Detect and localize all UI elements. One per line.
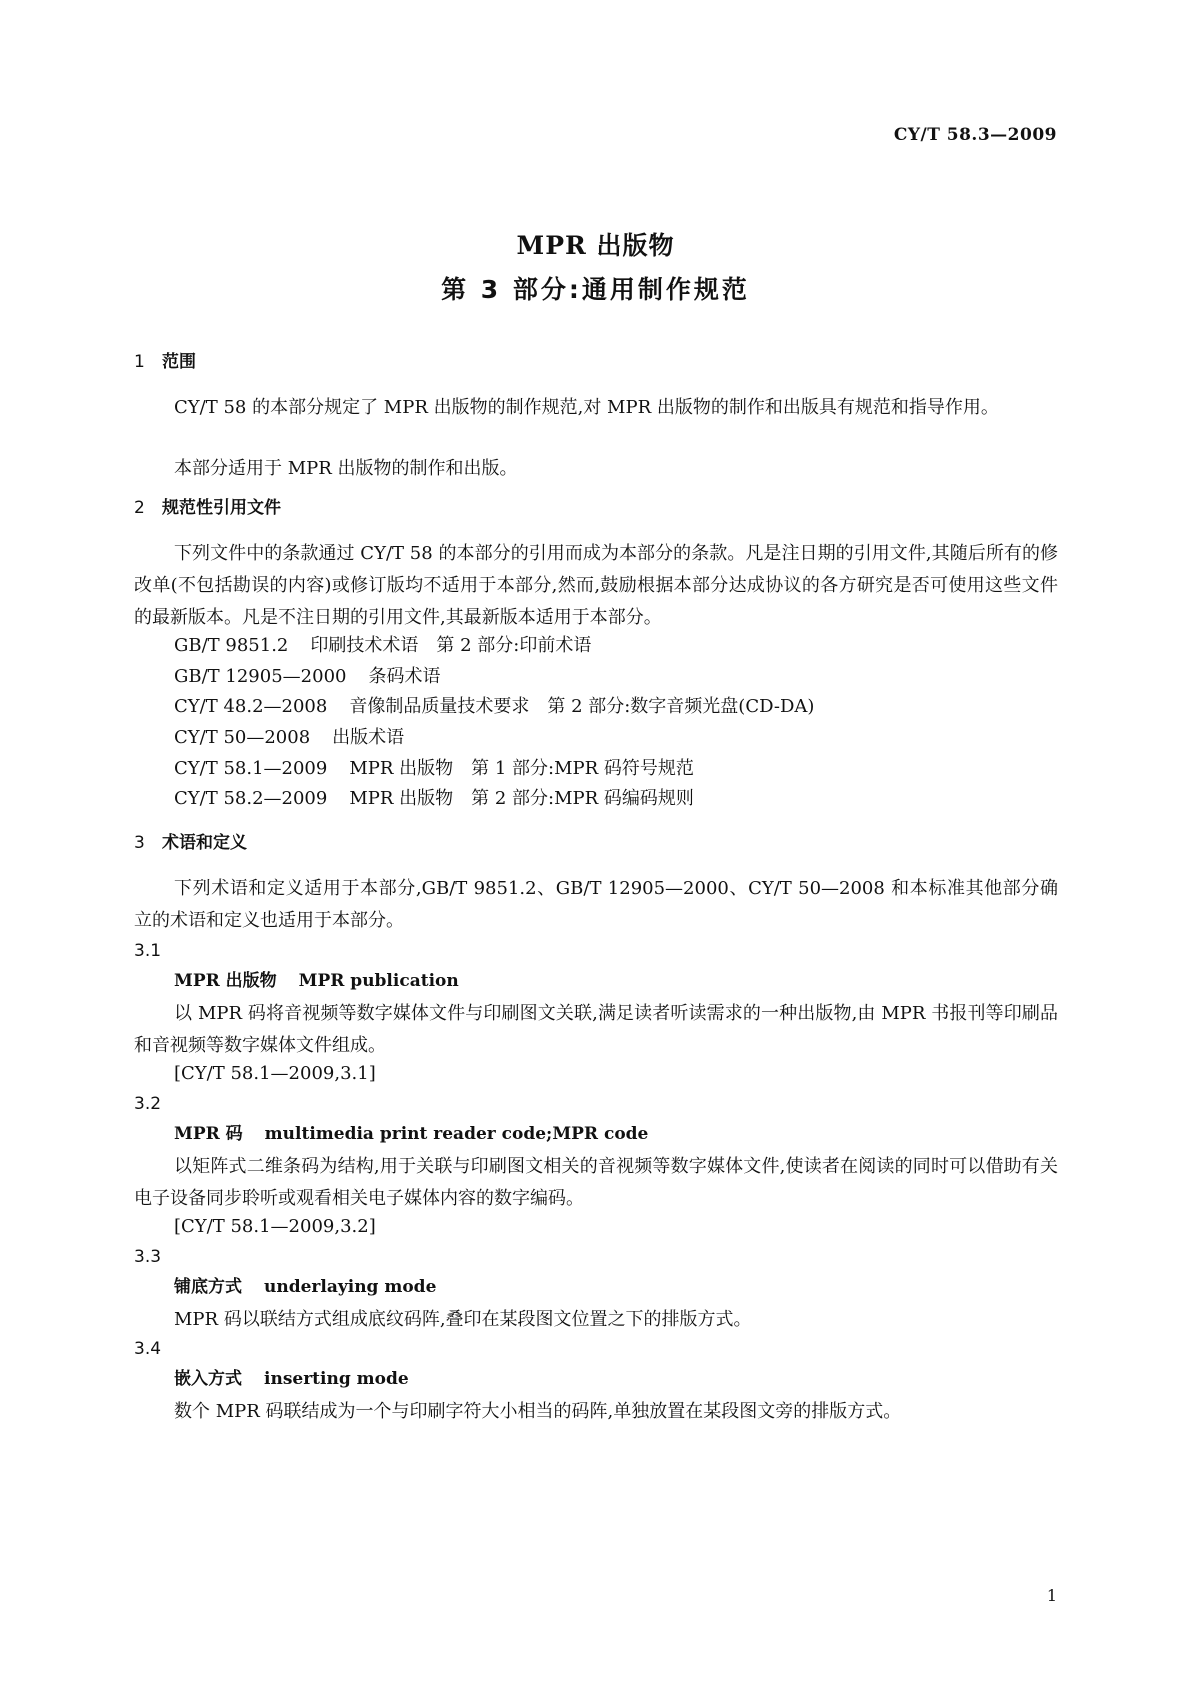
- section-number: 2: [134, 498, 145, 518]
- term-entry: [174, 1371, 409, 1388]
- references-intro-paragraph: 下列文件中的条款通过 CY/T 58 的本部分的引用而成为本部分的条款。凡是注日期的引用文件,其随后所有的修改单(不包括勘误的内容)或修订版均不适用于本部分,然而,鼓励根据本部分达成协议的各方研究是否可使用这些文件的最新版本。凡是不注日期的引用文件,其最新版本适用于本部分。: [134, 543, 1058, 628]
- terms-intro-paragraph: 下列术语和定义适用于本部分,GB/T 9851.2、GB/T 12905—2000、CY/T 50—2008 和本标准其他部分确立的术语和定义也适用于本部分。: [134, 878, 1058, 931]
- term-chinese: 铺底方式: [174, 1277, 242, 1297]
- term-english: underlaying mode: [264, 1277, 437, 1297]
- reference-code: CY/T 48.2—2008: [174, 696, 328, 717]
- reference-title: 音像制品质量技术要求 第 2 部分:数字音频光盘(CD-DA): [349, 696, 815, 717]
- scope-paragraph-1: CY/T 58 的本部分规定了 MPR 出版物的制作规范,对 MPR 出版物的制作和出版具有规范和指导作用。: [174, 397, 999, 418]
- section-heading-terms: [134, 835, 247, 852]
- reference-title: MPR 出版物 第 1 部分:MPR 码符号规范: [349, 758, 694, 779]
- section-title: 范围: [162, 352, 196, 372]
- term-definition: 以 MPR 码将音视频等数字媒体文件与印刷图文关联,满足读者听读需求的一种出版物,由 MPR 书报刊等印刷品和音视频等数字媒体文件组成。: [134, 1003, 1058, 1056]
- term-english: multimedia print reader code;MPR code: [264, 1124, 649, 1144]
- reference-item: [174, 760, 694, 778]
- section-heading-scope: [134, 354, 196, 371]
- reference-code: CY/T 58.1—2009: [174, 758, 328, 779]
- term-entry: [174, 1126, 648, 1143]
- scope-paragraph-2: 本部分适用于 MPR 出版物的制作和出版。: [174, 458, 518, 479]
- section-heading-normative-references: [134, 500, 281, 517]
- term-chinese: MPR 出版物: [174, 971, 277, 991]
- reference-item: [174, 698, 814, 716]
- reference-item: [174, 729, 404, 747]
- term-definition: MPR 码以联结方式组成底纹码阵,叠印在某段图文位置之下的排版方式。: [174, 1309, 752, 1330]
- section-number: 1: [134, 352, 145, 372]
- reference-code: GB/T 12905—2000: [174, 666, 347, 687]
- reference-title: MPR 出版物 第 2 部分:MPR 码编码规则: [349, 788, 694, 809]
- clause-number: 3.3: [134, 1247, 162, 1267]
- reference-item: [174, 637, 591, 655]
- document-title: MPR 出版物: [516, 231, 675, 260]
- page-number: 1: [1046, 1586, 1057, 1605]
- section-title: 术语和定义: [162, 833, 247, 853]
- standard-code: CY/T 58.3—2009: [893, 125, 1057, 145]
- clause-number: 3.1: [134, 941, 162, 961]
- reference-title: 出版术语: [332, 727, 405, 748]
- term-definition: 数个 MPR 码联结成为一个与印刷字符大小相当的码阵,单独放置在某段图文旁的排版方式。: [174, 1401, 902, 1422]
- term-chinese: MPR 码: [174, 1124, 243, 1144]
- term-english: MPR publication: [298, 971, 459, 991]
- section-title: 规范性引用文件: [162, 498, 281, 518]
- term-source: [CY/T 58.1—2009,3.1]: [174, 1063, 376, 1084]
- term-english: inserting mode: [264, 1369, 409, 1389]
- reference-code: CY/T 58.2—2009: [174, 788, 328, 809]
- reference-item: [174, 790, 694, 808]
- reference-item: [174, 668, 440, 686]
- reference-code: CY/T 50—2008: [174, 727, 311, 748]
- clause-number: 3.2: [134, 1094, 162, 1114]
- section-number: 3: [134, 833, 145, 853]
- document-subtitle: 第 3 部分:通用制作规范: [441, 275, 750, 304]
- reference-code: GB/T 9851.2: [174, 635, 289, 656]
- term-entry: [174, 973, 459, 990]
- term-source: [CY/T 58.1—2009,3.2]: [174, 1216, 376, 1237]
- reference-title: 印刷技术术语 第 2 部分:印前术语: [310, 635, 592, 656]
- term-chinese: 嵌入方式: [174, 1369, 242, 1389]
- clause-number: 3.4: [134, 1339, 162, 1359]
- term-definition: 以矩阵式二维条码为结构,用于关联与印刷图文相关的音视频等数字媒体文件,使读者在阅读的同时可以借助有关电子设备同步聆听或观看相关电子媒体内容的数字编码。: [134, 1156, 1058, 1209]
- reference-title: 条码术语: [368, 666, 441, 687]
- term-entry: [174, 1279, 436, 1296]
